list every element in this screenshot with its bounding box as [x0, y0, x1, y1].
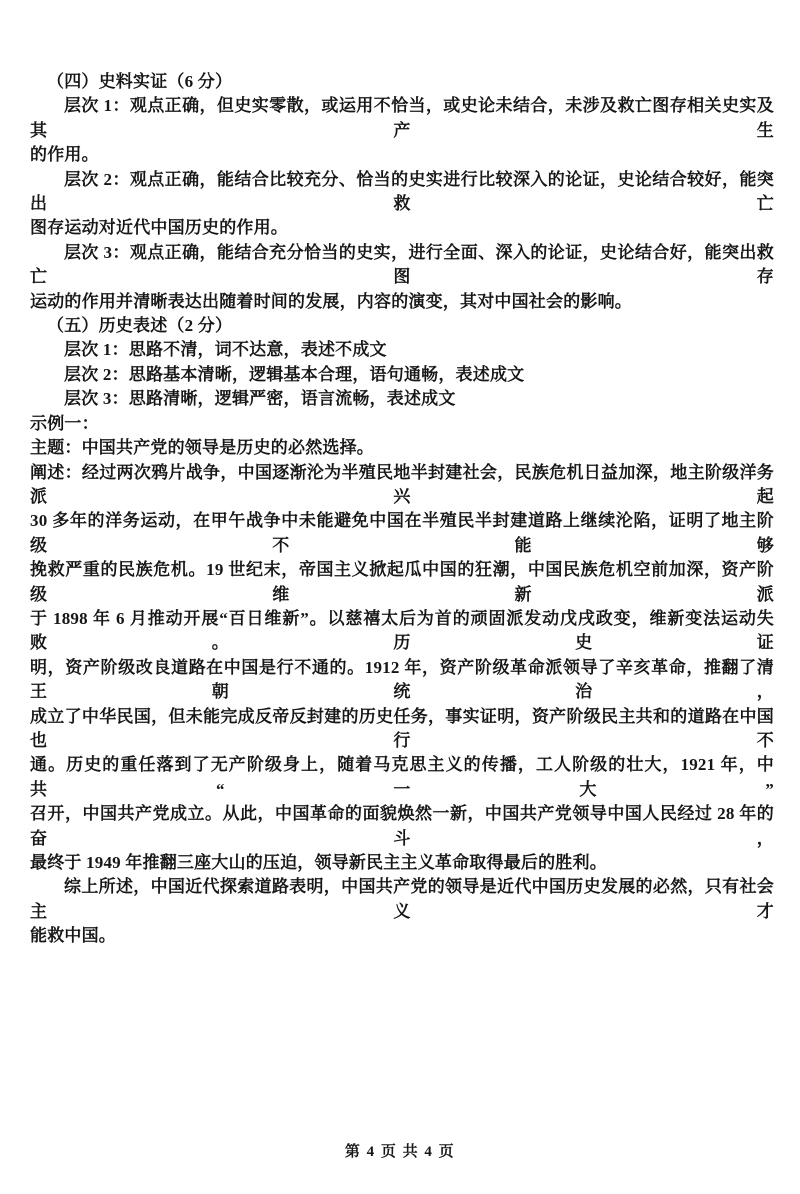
rubric-level-1-cont: 的作用。	[30, 145, 99, 165]
example-theme-line: 主题：中国共产党的领导是历史的必然选择。	[30, 438, 374, 458]
page-number: 第 4 页 共 4 页	[344, 1144, 456, 1160]
essay-line: 30 多年的洋务运动，在甲午战争中未能避免中国在半殖民半封建道路上继续沦陷，证明了地主阶级不能够	[30, 511, 774, 555]
section-heading-four: （四）史料实证（6 分）	[47, 72, 233, 91]
expression-level-2-line: 层次 2：思路基本清晰，逻辑基本合理，语句通畅，表述成文	[64, 364, 525, 384]
expression-level-1-line: 层次 1：思路不清，词不达意，表述不成文	[64, 340, 387, 360]
page-footer	[0, 1140, 800, 1161]
rubric-level-2-cont: 图存运动对近代中国历史的作用。	[30, 218, 288, 238]
document-body	[30, 70, 774, 949]
rubric-level-3-line: 层次 3：观点正确，能结合充分恰当的史实，进行全面、深入的论证，史论结合好，能突出救亡图存	[30, 242, 774, 287]
rubric-level-3-cont: 运动的作用并清晰表达出随着时间的发展，内容的演变，其对中国社会的影响。	[30, 291, 632, 311]
essay-line: 通。历史的重任落到了无产阶级身上，随着马克思主义的传播，工人阶级的壮大，1921 年，中共“一大”	[30, 755, 774, 799]
example-label: 示例一：	[30, 413, 99, 433]
essay-line: 明，资产阶级改良道路在中国是行不通的。1912 年，资产阶级革命派领导了辛亥革命，推翻了清王朝统治，	[30, 657, 774, 702]
section-heading-five: （五）历史表述（2 分）	[47, 316, 233, 336]
essay-line: 召开，中国共产党成立。从此，中国革命的面貌焕然一新，中国共产党领导中国人民经过 28 年的奋斗，	[30, 804, 774, 848]
expression-level-3-line: 层次 3：思路清晰，逻辑严密，语言流畅，表述成文	[64, 389, 456, 409]
essay-line: 阐述：经过两次鸦片战争，中国逐渐沦为半殖民地半封建社会，民族危机日益加深，地主阶级洋务派兴起	[30, 462, 774, 506]
rubric-level-1-line: 层次 1：观点正确，但史实零散，或运用不恰当，或史论未结合，未涉及救亡图存相关史实及其产生	[30, 96, 774, 140]
essay-conclusion-line: 综上所述，中国近代探索道路表明，中国共产党的领导是近代中国历史发展的必然，只有社会主义才	[30, 877, 774, 921]
essay-line: 成立了中华民国，但未能完成反帝反封建的历史任务，事实证明，资产阶级民主共和的道路在中国也行不	[30, 706, 774, 750]
essay-line: 最终于 1949 年推翻三座大山的压迫，领导新民主主义革命取得最后的胜利。	[30, 853, 607, 872]
essay-line: 挽救严重的民族危机。19 世纪末，帝国主义掀起瓜中国的狂潮，中国民族危机空前加深，资产阶级维新派	[30, 560, 774, 604]
essay-conclusion-cont: 能救中国。	[30, 926, 116, 946]
rubric-level-2-line: 层次 2：观点正确，能结合比较充分、恰当的史实进行比较深入的论证，史论结合较好，能突出救亡	[30, 169, 774, 214]
essay-line: 于 1898 年 6 月推动开展“百日维新”。以慈禧太后为首的顽固派发动戊戌政变，维新变法运动失败。历史证	[30, 608, 774, 653]
